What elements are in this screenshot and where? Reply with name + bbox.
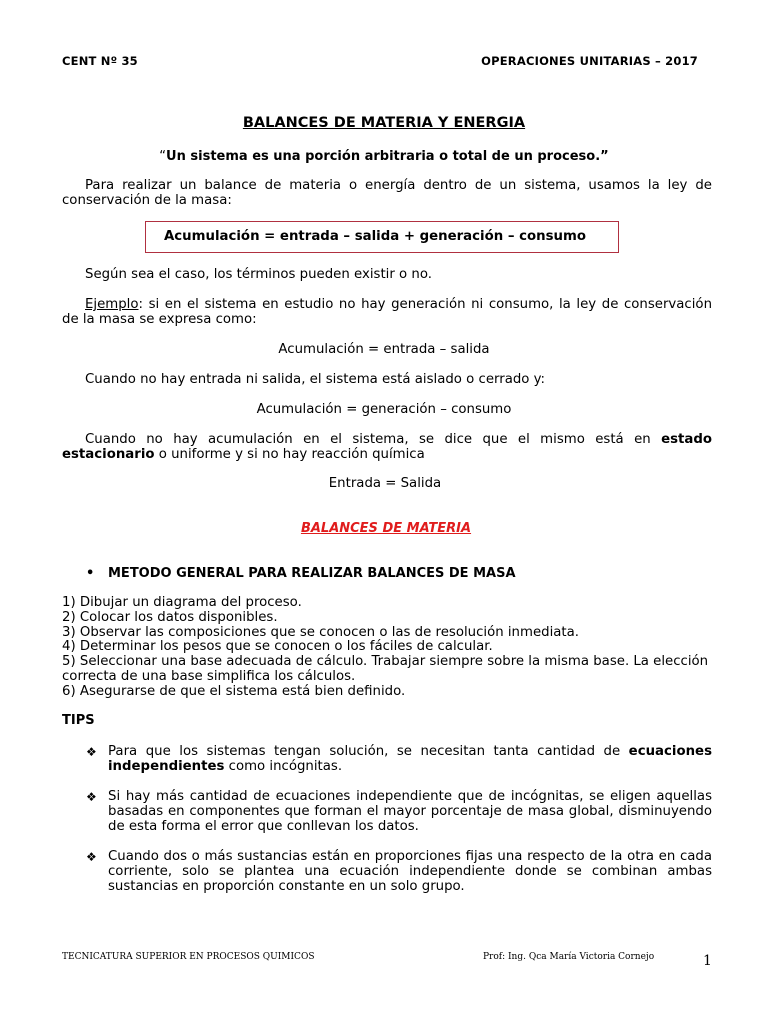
tip-text-end: como incógnitas. [224,759,343,774]
section-title: BALANCES DE MATERIA [300,521,472,536]
tip-item [108,789,712,834]
list-item: 6) Asegurarse de que el sistema está bien definido. [62,683,406,699]
diamond-bullet-icon: ❖ [86,850,97,864]
quote [0,149,768,164]
diamond-bullet-icon: ❖ [86,745,97,759]
tip-text: Si hay más cantidad de ecuaciones independiente que de incógnitas, se eligen aquellas basadas en componentes que forman el mayor porcentaje de masa global, disminuyendo de esta forma el error que conllevan los datos. [108,789,712,834]
method-heading [86,566,516,581]
list-item: 4) Determinar los pesos que se conocen o los fáciles de calcular. [62,639,493,655]
example-label: Ejemplo [85,297,139,312]
steady-pre: Cuando no hay acumulación en el sistema, se dice que el mismo está en [85,432,662,447]
method-title: METODO GENERAL PARA REALIZAR BALANCES DE MASA [108,566,516,581]
page-number: 1 [703,953,712,969]
example-text: : si en el sistema en estudio no hay generación ni consumo, la ley de conservación de la masa se expresa como: [62,297,712,327]
list-item: 3) Observar las composiciones que se conocen o las de resolución inmediata. [62,624,579,640]
quote-text: Un sistema es una porción arbitraria o total de un proceso. [166,149,601,164]
steps-list [62,596,712,700]
intro-paragraph: Para realizar un balance de materia o energía dentro de un sistema, usamos la ley de conservación de la masa: [62,178,712,208]
tip-item [108,744,712,774]
list-item: 5) Seleccionar una base adecuada de cálculo. Trabajar siempre sobre la misma base. La elección correcta de una base simplifica los cálculos. [62,654,709,684]
footer-author: Prof: Ing. Qca María Victoria Cornejo [483,952,655,962]
steady-bold: estado estacionario [62,432,712,462]
diamond-bullet-icon: ❖ [86,790,97,804]
steady-post: o uniforme y si no hay reacción química [154,447,425,462]
header-left: CENT Nº 35 [62,54,138,68]
equation-3: Entrada = Salida [328,476,442,491]
equation-2: Acumulación = generación – consumo [256,402,512,417]
closed-system-paragraph: Cuando no hay entrada ni salida, el sistema está aislado o cerrado y: [85,372,546,387]
main-equation-box: Acumulación = entrada – salida + generación – consumo [145,221,619,253]
case-paragraph: Según sea el caso, los términos pueden existir o no. [85,267,432,282]
example-paragraph [62,297,712,327]
footer-left: TECNICATURA SUPERIOR EN PROCESOS QUIMICOS [62,952,315,962]
equation-1: Acumulación = entrada – salida [278,342,490,357]
page-title: BALANCES DE MATERIA Y ENERGIA [242,115,526,131]
quote-close-mark: ” [600,149,609,164]
tip-text: Para que los sistemas tengan solución, se necesitan tanta cantidad de [108,744,629,759]
bullet-icon: • [86,566,95,581]
tip-text: Cuando dos o más sustancias están en proporciones fijas una respecto de la otra en cada corriente, solo se plantea una ecuación independiente donde se combinan ambas sustancias en proporción constante en un solo grupo. [108,849,712,894]
header-right: OPERACIONES UNITARIAS – 2017 [481,54,698,68]
list-item: 2) Colocar los datos disponibles. [62,609,278,625]
steady-state-paragraph [62,432,712,462]
tips-heading: TIPS [62,713,95,728]
list-item: 1) Dibujar un diagrama del proceso. [62,595,302,610]
tip-item [108,849,712,894]
quote-open-mark: “ [159,149,167,164]
tip-bold: ecuaciones independientes [108,744,712,774]
